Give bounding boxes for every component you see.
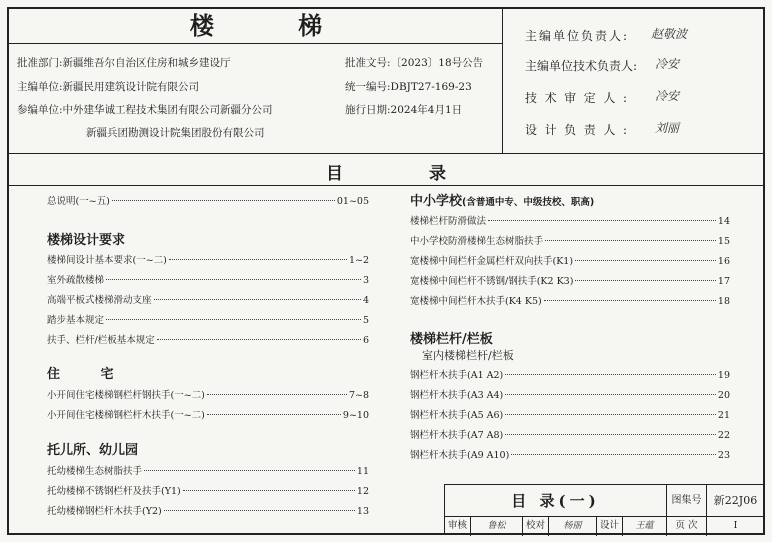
toc-item[interactable]: 托幼楼梯生态树脂扶手 11 (47, 466, 369, 477)
approval-dept: 批准部门:新疆维吾尔自治区住房和城乡建设厅 (17, 57, 231, 69)
section-heading: 楼梯设计要求 (47, 233, 126, 248)
toc-item[interactable]: 钢栏杆木扶手(A9 A10) 23 (410, 450, 730, 461)
toc-item[interactable]: 钢栏杆木扶手(A5 A6) 21 (410, 410, 730, 421)
divider (9, 185, 763, 186)
drawing-frame (7, 7, 765, 535)
toc-item[interactable]: 托幼楼梯不锈钢栏杆及扶手(Y1) 12 (47, 486, 369, 497)
section-heading: 中小学校(含普通中专、中级技校、职高) (410, 194, 595, 209)
toc-item[interactable]: 托幼楼梯钢栏杆木扶手(Y2) 13 (47, 506, 369, 517)
toc-item[interactable]: 钢栏杆木扶手(A1 A2) 19 (410, 370, 730, 381)
toc-item[interactable]: 小开间住宅楼梯钢栏杆钢扶手(一~二) 7~8 (47, 390, 369, 401)
participant-unit-2: 新疆兵团勘测设计院集团股份有限公司 (86, 127, 265, 139)
toc-item[interactable]: 宽楼梯中间栏杆不锈钢/钢扶手(K2 K3) 17 (410, 276, 730, 287)
toc-title: 目 录 (326, 164, 486, 184)
approval-doc: 批准文号:〔2023〕18号公告 (345, 57, 484, 69)
editor-unit: 主编单位:新疆民用建筑设计院有限公司 (17, 81, 200, 93)
check-signature: 杨丽 (549, 517, 597, 536)
signature-row: 设计负责人: (525, 123, 627, 137)
page-label: 页 次 (667, 517, 707, 536)
page-title: 楼 梯 (9, 9, 503, 44)
toc-item[interactable]: 宽楼梯中间栏杆木扶手(K4 K5) 18 (410, 296, 730, 307)
section-heading: 楼梯栏杆/栏板 (410, 332, 493, 347)
toc-item[interactable]: 钢栏杆木扶手(A3 A4) 20 (410, 390, 730, 401)
signature-panel (503, 9, 763, 154)
design-signature: 王蕴 (623, 517, 667, 536)
subsection-heading: 室内楼梯栏杆/栏板 (422, 349, 514, 362)
atlas-number: 新22J06 (713, 494, 758, 507)
signature-image: 刘丽 (655, 121, 680, 135)
section-heading: 住 宅 (47, 367, 132, 382)
design-label: 设计 (597, 517, 623, 536)
toc-item[interactable]: 总说明(一~五) 01~05 (47, 196, 369, 207)
header (9, 9, 763, 154)
atlas-label: 图集号 (667, 485, 707, 517)
sheet-name: 目 录(一) (445, 485, 667, 517)
signature-row: 主编单位技术负责人: (525, 59, 638, 73)
title-block (444, 484, 763, 535)
participant-unit: 参编单位:中外建华诚工程技术集团有限公司新疆分公司 (17, 104, 273, 116)
toc-item[interactable]: 扶手、栏杆/栏板基本规定 6 (47, 335, 369, 346)
toc-item[interactable]: 宽楼梯中间栏杆金属栏杆双向扶手(K1) 16 (410, 256, 730, 267)
toc-item[interactable]: 踏步基本规定 5 (47, 315, 369, 326)
signature-image: 冷安 (655, 89, 680, 103)
section-heading: 托儿所、幼儿园 (47, 443, 139, 458)
review-signature: 鲁松 (471, 517, 523, 536)
header-info (9, 9, 503, 154)
signature-row: 主编单位负责人: (525, 29, 627, 43)
toc-item[interactable]: 小开间住宅楼梯钢栏杆木扶手(一~二) 9~10 (47, 410, 369, 421)
toc-item[interactable]: 室外疏散楼梯 3 (47, 275, 369, 286)
toc-item[interactable]: 中小学校防滑楼梯生态树脂扶手 15 (410, 236, 730, 247)
uniform-number: 统一编号:DBJT27-169-23 (345, 81, 472, 93)
toc-item[interactable]: 楼梯间设计基本要求(一~二) 1~2 (47, 255, 369, 266)
toc-item[interactable]: 楼梯栏杆防滑做法 14 (410, 216, 730, 227)
toc-item[interactable]: 钢栏杆木扶手(A7 A8) 22 (410, 430, 730, 441)
signature-row: 技术审定人: (525, 91, 627, 105)
check-label: 校对 (523, 517, 549, 536)
signature-image: 冷安 (655, 57, 680, 71)
signature-image: 赵敬波 (651, 27, 688, 41)
effective-date: 施行日期:2024年4月1日 (345, 104, 463, 116)
review-label: 审核 (445, 517, 471, 536)
toc-item[interactable]: 高端平板式楼梯滑动支座 4 (47, 295, 369, 306)
page-number: I (733, 520, 738, 531)
